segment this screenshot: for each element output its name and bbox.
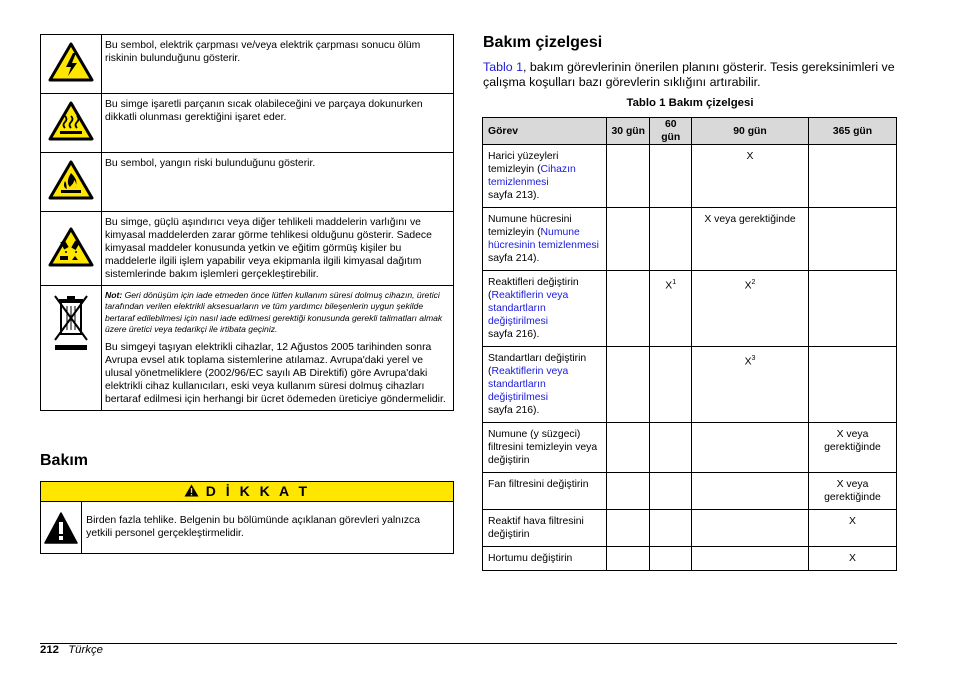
symbol-text: Bu simge, güçlü aşındırıcı veya diğer tehlikeli maddelerin varlığını ve kimyasal maddelerden zarar görme tehlikesi olduğunu gösterir. Sadece kimyasal maddeler konusunda yetkin ve eğitim görmüş kişiler bu maddelerle ilgili işlem yapabilir veya ekipmanla ilgili kimyasal dağıtım sistemlerinde bakım işlemleri gerçekleştirebilir. [102, 212, 454, 286]
interval-cell [607, 145, 650, 208]
task-link[interactable]: Reaktiflerin veya standartların değiştirilmesi [488, 366, 569, 403]
task-text: Hortumu değiştirin [488, 553, 573, 564]
interval-cell [650, 423, 692, 473]
electric-shock-icon [41, 35, 102, 94]
task-text: Reaktifleri değiştirin ( [488, 277, 579, 301]
symbol-row-weee [41, 286, 454, 411]
crossed-bin-icon [41, 286, 102, 411]
warning-title: D İ K K A T [205, 483, 311, 499]
schedule-intro [483, 60, 903, 90]
interval-cell [607, 208, 650, 271]
column-header: 30 gün [607, 118, 650, 145]
table-header-row [483, 118, 897, 145]
interval-cell [808, 208, 896, 271]
interval-cell [692, 347, 809, 423]
interval-cell [692, 271, 809, 347]
task-text: Standartları değiştirin ( [488, 353, 587, 377]
interval-cell [607, 473, 650, 510]
table-row [483, 208, 897, 271]
column-header: 90 gün [692, 118, 809, 145]
interval-value: X veya gerektiğinde [704, 214, 796, 225]
warning-box [40, 481, 454, 554]
table-row [483, 547, 897, 571]
task-text: Numune hücresini temizleyin ( [488, 214, 572, 238]
column-header: 60 gün [650, 118, 692, 145]
interval-cell [808, 145, 896, 208]
warning-icon-cell [41, 502, 82, 553]
interval-cell [650, 208, 692, 271]
task-cell [483, 510, 607, 547]
task-cell [483, 145, 607, 208]
interval-value: X [665, 280, 673, 292]
weee-text: Bu simgeyi taşıyan elektrikli cihazlar, 12 Ağustos 2005 tarihinden sonra Avrupa evsel atık toplama sistemlerine atılamaz. Avrupa'daki yerel ve ulusal yönetmeliklere (2002/96/EC sayılı AB Direktifi) göre Avrupa'daki elektrikli cihaz kullanıcıları, eski veya kullanım süresi dolmuş cihazları bertaraf edilmesi için herhangi bir ücret ödemeden üreticiye göndermelidir. [105, 341, 446, 405]
corrosive-icon [41, 212, 102, 286]
fire-hazard-icon [41, 153, 102, 212]
interval-cell [607, 547, 650, 571]
task-cell [483, 208, 607, 271]
task-text: Harici yüzeyleri temizleyin ( [488, 151, 559, 175]
warning-triangle-icon [184, 484, 199, 497]
note-label: Not: [105, 290, 123, 300]
table-row [483, 271, 897, 347]
task-cell [483, 547, 607, 571]
task-cell [483, 271, 607, 347]
task-page-ref: sayfa 213). [488, 190, 540, 201]
maintenance-table [482, 117, 897, 571]
section-title: Bakım [40, 452, 89, 469]
page-number: 212 [40, 644, 60, 656]
footer [40, 644, 103, 657]
table-row [483, 473, 897, 510]
warning-body [41, 502, 453, 553]
schedule-heading: Bakım çizelgesi [483, 34, 603, 51]
warning-text: Birden fazla tehlike. Belgenin bu bölümünde açıklanan görevleri yalnızca yetkili personel gerçekleştirmelidir. [86, 515, 421, 539]
symbol-text: Bu simge işaretli parçanın sıcak olabileceğini ve parçaya dokunurken dikkatli olunması gerektiğini işaret eder. [102, 94, 454, 153]
interval-cell [692, 473, 809, 510]
symbol-text: Bu sembol, yangın riski bulunduğunu gösterir. [102, 153, 454, 212]
interval-value: X veya gerektiğinde [824, 479, 881, 503]
task-page-ref: sayfa 216). [488, 405, 540, 416]
table-row [483, 510, 897, 547]
interval-cell [607, 423, 650, 473]
table-row [483, 347, 897, 423]
footer-divider [40, 643, 897, 644]
task-link[interactable]: Reaktiflerin veya standartların değiştirilmesi [488, 290, 569, 327]
interval-cell [808, 510, 896, 547]
task-cell [483, 473, 607, 510]
table-caption: Tablo 1 Bakım çizelgesi [626, 97, 754, 109]
column-header: Görev [483, 118, 607, 145]
task-link[interactable]: Numune hücresinin temizlenmesi [488, 227, 599, 251]
footnote-marker: 3 [751, 355, 756, 362]
table-link[interactable]: Tablo 1 [483, 60, 523, 74]
task-text: Reaktif hava filtresini değiştirin [488, 516, 584, 540]
interval-cell [607, 271, 650, 347]
footnote-marker: 2 [751, 279, 756, 286]
footnote-marker: 1 [672, 279, 677, 286]
weee-text-cell [102, 286, 454, 411]
task-cell [483, 423, 607, 473]
interval-cell [808, 547, 896, 571]
weee-note [105, 290, 447, 336]
hot-surface-icon [41, 94, 102, 153]
task-cell [483, 347, 607, 423]
interval-cell [692, 423, 809, 473]
interval-cell [808, 347, 896, 423]
interval-cell [650, 547, 692, 571]
symbol-row [41, 212, 454, 286]
interval-cell [607, 347, 650, 423]
table-row [483, 145, 897, 208]
interval-value: X [746, 151, 754, 162]
note-text: Geri dönüşüm için iade etmeden önce lütfen kullanım süresi dolmuş cihazın, üretici tarafından verilen elektrikli aksesuarların ve tüm yardımcı bileşenlerin uygun şekilde bertaraf edilebilmesi için nasıl iade edilmesi gerektiği konusunda gerekli talimatları almak üzere üretici veya tedarikçi ile irtibata geçiniz. [105, 290, 443, 335]
interval-value: X veya gerektiğinde [824, 429, 881, 453]
interval-cell [607, 510, 650, 547]
symbols-table [40, 34, 454, 411]
interval-value: X [744, 356, 752, 368]
intro-text: , bakım görevlerinin önerilen planını gösterir. Tesis gereksinimleri ve çalışma koşulları bazı görevlerin sıklığını artırabilir. [483, 60, 895, 89]
interval-cell [650, 510, 692, 547]
task-page-ref: sayfa 216). [488, 329, 540, 340]
footer-language: Türkçe [68, 644, 103, 656]
interval-value: X [744, 280, 752, 292]
interval-cell [650, 145, 692, 208]
interval-cell [692, 145, 809, 208]
task-text: Numune (y süzgeci) filtresini temizleyin veya değiştirin [488, 429, 598, 466]
symbol-row [41, 35, 454, 94]
interval-value: X [849, 553, 856, 564]
exclamation-triangle-icon [44, 512, 78, 544]
table-row [483, 423, 897, 473]
interval-cell [808, 423, 896, 473]
interval-cell [692, 208, 809, 271]
symbol-row [41, 153, 454, 212]
column-header: 365 gün [808, 118, 896, 145]
interval-value: X [849, 516, 856, 527]
interval-cell [650, 473, 692, 510]
interval-cell [808, 473, 896, 510]
task-page-ref: sayfa 214). [488, 253, 540, 264]
interval-cell [808, 271, 896, 347]
interval-cell [692, 547, 809, 571]
interval-cell [650, 271, 692, 347]
task-link[interactable]: Cihazın temizlenmesi [488, 164, 576, 188]
warning-header [41, 482, 453, 502]
symbol-text: Bu sembol, elektrik çarpması ve/veya elektrik çarpması sonucu ölüm riskinin bulunduğunu gösterir. [102, 35, 454, 94]
task-text: Fan filtresini değiştirin [488, 479, 589, 490]
interval-cell [650, 347, 692, 423]
symbol-row [41, 94, 454, 153]
interval-cell [692, 510, 809, 547]
